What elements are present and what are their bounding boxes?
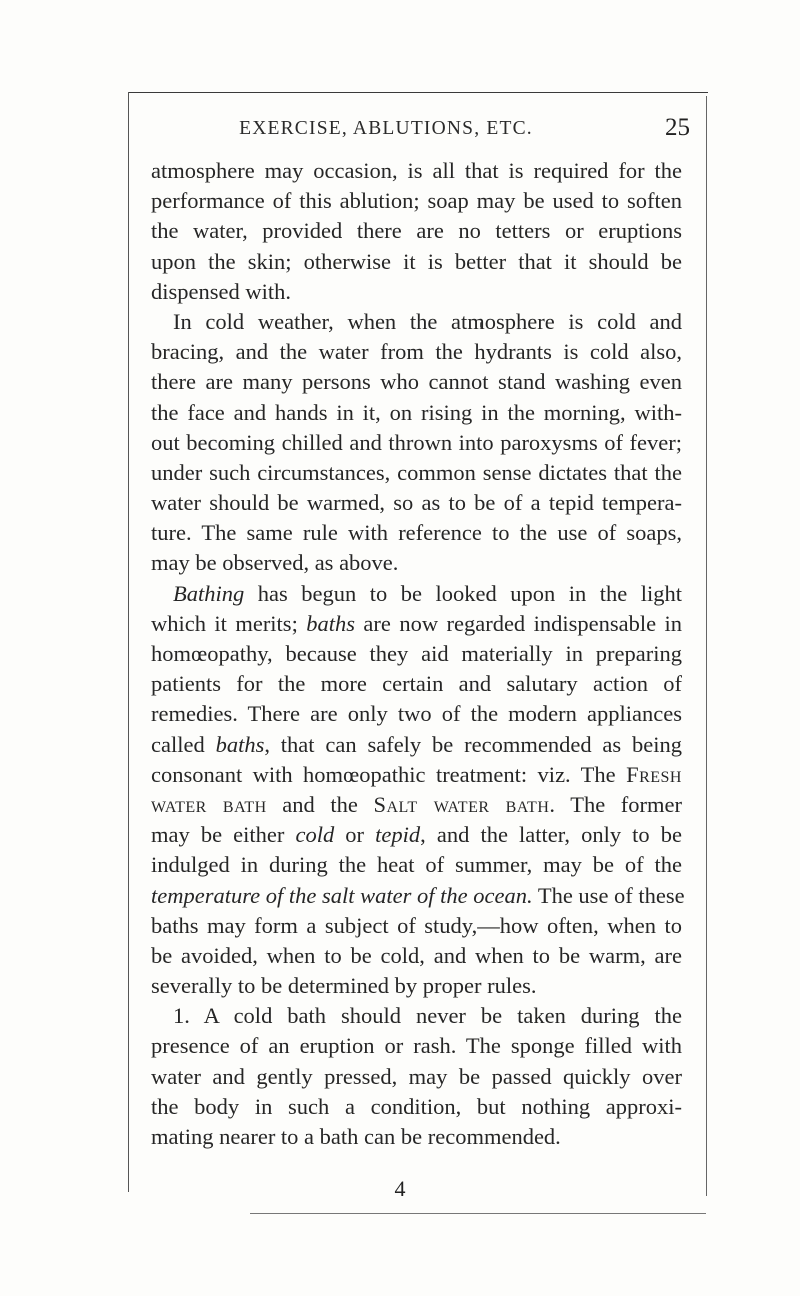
text-run: severally to be determined by proper rules. [151,973,537,999]
running-head: EXERCISE, ABLUTIONS, ETC. [239,118,533,139]
bottom-rule [250,1213,706,1214]
text-line [151,971,682,1001]
text-line [151,609,682,639]
text-line [151,1092,682,1122]
text-run: consonant with homœopathic treatment: viz. The [151,761,627,787]
text-line [151,1062,682,1092]
text-line [151,850,682,880]
text-line [151,518,682,548]
text-line [151,1001,682,1031]
page-number: 25 [665,114,690,141]
right-margin-rule [706,96,707,1196]
text-run: , that can safely be recommended as being [264,731,682,757]
text-line [151,820,682,850]
text-run: are now regarded indispensable in [355,610,683,636]
italic-run: Bathing [173,580,245,606]
text-run: or [334,822,376,848]
text-run: mating nearer to a bath can be recommended. [151,1124,561,1149]
text-run: ture. The same rule with reference to the use of soaps, [151,520,682,546]
text-run: bracing, and the water from the hydrants is cold also, [151,339,682,365]
italic-run: baths [306,610,356,636]
text-run: and the [266,791,374,817]
text-line [151,216,682,246]
italic-run: cold [295,822,335,848]
text-line [151,730,682,760]
text-run: water and gently pressed, may be passed quickly over [151,1063,682,1089]
text-line [151,488,682,518]
top-rule [128,92,708,93]
text-line [151,760,682,790]
text-run: In cold weather, when the atmosphere is cold and [173,308,682,334]
text-run: under such circumstances, common sense dictates that the [151,459,682,485]
text-run: has begun to be looked upon in the light [244,580,682,606]
text-line [151,639,682,669]
text-run: The use of these [532,882,685,908]
text-line [151,579,682,609]
signature-mark: 4 [394,1176,406,1201]
text-run: 1. A cold bath should never be taken during the [173,1003,682,1029]
text-run: presence of an eruption or rash. The sponge filled with [151,1033,682,1059]
text-run: be avoided, when to be cold, and when to be warm, are [151,942,682,968]
text-line [151,458,682,488]
text-run: which it merits; [151,610,307,636]
text-run: performance of this ablution; soap may be used to soften [151,188,682,214]
text-line [151,277,682,307]
text-line [151,428,682,458]
text-run: called [151,731,216,757]
text-run: the face and hands in it, on rising in the morning, with- [151,399,682,425]
italic-run: baths [215,731,265,757]
text-line [151,941,682,971]
text-line [151,548,682,578]
text-run: water should be warmed, so as to be of a tepid tempera- [151,490,682,516]
text-line [151,881,685,911]
italic-run: tepid [375,822,421,848]
text-run: upon the skin; otherwise it is better that it should be [151,248,682,274]
italic-run: temperature of the salt water of the ocean. [151,882,533,908]
text-run: patients for the more certain and salutary action of [151,671,682,697]
body-text [151,156,685,1152]
text-line [151,367,682,397]
text-run: . The former [549,791,682,817]
text-line [151,307,682,337]
text-run: remedies. There are only two of the modern appliances [151,701,682,727]
text-line [151,398,682,428]
text-run: atmosphere may occasion, is all that is required for the [151,158,682,183]
text-run: dispensed with. [151,278,291,304]
text-line [151,156,682,186]
text-run: , and the latter, only to be [420,822,682,848]
text-line [151,911,682,941]
text-run: homœopathy, because they aid materially in preparing [151,641,682,666]
text-run: the body in such a condition, but nothing approxi- [151,1093,682,1119]
text-line [151,699,682,729]
text-run: the water, provided there are no tetters or eruptions [151,218,682,244]
text-run: may be observed, as above. [151,550,399,576]
text-line [151,186,682,216]
text-line [151,1031,682,1061]
text-run: indulged in during the heat of summer, may be of the [151,852,682,878]
text-run: out becoming chilled and thrown into paroxysms of fever; [151,429,682,455]
small-caps-run: Salt water bath [373,791,550,817]
small-caps-run: water bath [151,791,267,817]
text-run: may be either [151,822,296,848]
left-margin-rule [128,92,129,1192]
text-line [151,1122,682,1152]
text-run: there are many persons who cannot stand washing even [151,369,682,395]
small-caps-run: Fresh [626,761,682,787]
text-line [151,247,682,277]
text-run: baths may form a subject of study,—how often, when to [151,912,682,938]
text-line [151,669,682,699]
text-line [151,337,682,367]
text-line [151,790,682,820]
